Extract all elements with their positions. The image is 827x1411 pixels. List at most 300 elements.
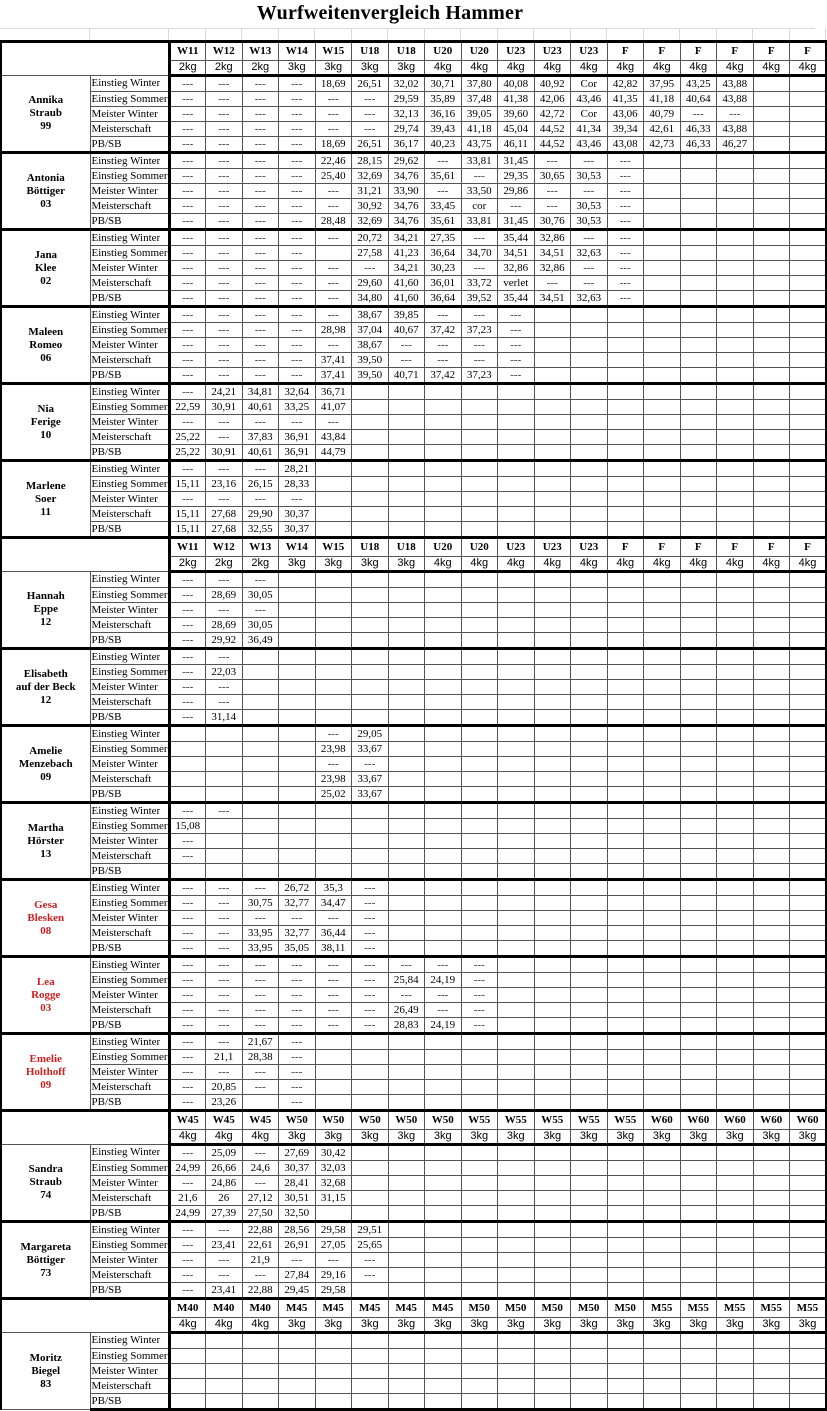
result-cell [571,307,608,323]
result-cell [534,1018,571,1034]
result-cell [388,1191,425,1206]
result-cell: --- [352,941,389,957]
result-cell [680,649,717,665]
result-cell: --- [279,368,316,384]
result-cell: 37,80 [461,76,498,92]
result-cell [717,1161,754,1176]
result-cell [753,122,790,137]
result-cell: --- [169,230,206,246]
result-cell: 23,98 [315,772,352,787]
result-cell [753,276,790,291]
result-cell [717,1050,754,1065]
result-cell [753,941,790,957]
result-cell [352,1191,389,1206]
result-cell: --- [279,957,316,973]
table-row [1,1095,826,1111]
result-cell [461,1161,498,1176]
athlete-name-cell [1,461,90,538]
result-cell [790,787,827,803]
competition-label: Einstieg Sommer [91,477,168,490]
result-cell: --- [169,603,206,618]
result-cell [753,819,790,834]
result-cell [680,477,717,492]
result-cell: --- [169,665,206,680]
result-cell [790,880,827,896]
result-cell [790,926,827,941]
result-cell: --- [279,307,316,323]
result-cell [498,834,535,849]
result-cell [790,153,827,169]
result-cell [498,803,535,819]
result-cell: 41,07 [315,400,352,415]
result-cell: --- [206,276,243,291]
result-cell [315,1349,352,1364]
weight-header: 4kg [206,1318,243,1333]
result-cell [352,618,389,633]
result-cell: 34,47 [315,896,352,911]
weight-header: 3kg [315,1318,352,1333]
result-cell: --- [242,276,279,291]
result-cell [571,1238,608,1253]
result-cell [352,603,389,618]
weight-header: 3kg [644,1130,681,1145]
competition-label: Einstieg Sommer [91,973,168,986]
result-cell [461,415,498,430]
weight-header: 4kg [607,61,644,76]
result-cell [680,633,717,649]
competition-label: Meisterschaft [90,1379,169,1394]
result-cell: --- [242,122,279,137]
result-cell [644,230,681,246]
result-cell: --- [206,1253,243,1268]
result-cell: 28,41 [279,1176,316,1191]
result-cell: --- [352,957,389,973]
result-cell [352,864,389,880]
competition-label: Meisterschaft [90,849,169,864]
result-cell [680,400,717,415]
result-cell [169,1364,206,1379]
result-cell: --- [206,1018,243,1034]
result-cell: 36,71 [315,384,352,400]
result-cell [644,1379,681,1394]
result-cell [644,911,681,926]
result-cell [790,864,827,880]
result-cell [717,603,754,618]
result-cell: --- [169,834,206,849]
result-cell [790,1333,827,1349]
result-cell [206,819,243,834]
result-cell: 43,25 [680,76,717,92]
result-cell [534,1206,571,1222]
result-cell [571,957,608,973]
result-cell [753,1145,790,1161]
result-cell [498,1176,535,1191]
result-cell: 32,77 [279,896,316,911]
result-cell [790,1080,827,1095]
competition-label: Einstieg Sommer [91,819,168,832]
result-cell [498,603,535,618]
result-cell [571,1379,608,1394]
result-cell: --- [206,492,243,507]
result-cell: --- [169,307,206,323]
weight-header: 2kg [242,557,279,572]
weight-header: 4kg [644,61,681,76]
weight-header: 3kg [607,1318,644,1333]
result-cell [498,1065,535,1080]
competition-label: PB/SB [90,522,169,538]
result-cell: 30,53 [571,169,608,184]
competition-label: Meister Winter [90,834,169,849]
competition-label: Einstieg Sommer [91,246,168,259]
table-row [1,665,826,680]
result-cell [315,507,352,522]
result-cell [680,880,717,896]
competition-label: Einstieg Winter [90,957,169,973]
result-cell [315,477,352,492]
result-cell: 37,42 [425,368,462,384]
result-cell [717,430,754,445]
result-cell [388,1379,425,1394]
result-cell [534,957,571,973]
table-row [1,461,826,477]
athlete-last-name: Straub [29,1176,62,1188]
result-cell [534,1050,571,1065]
result-cell: --- [534,153,571,169]
result-cell: 31,15 [315,1191,352,1206]
result-cell [753,507,790,522]
result-cell: 23,26 [206,1095,243,1111]
result-cell: --- [206,246,243,261]
result-cell [498,710,535,726]
result-cell: --- [169,1050,206,1065]
result-cell: 37,48 [461,92,498,107]
table-row [1,926,826,941]
age-class-header: F [717,538,754,557]
result-cell [607,834,644,849]
result-cell [534,849,571,864]
result-cell: 39,34 [607,122,644,137]
result-cell [242,787,279,803]
result-cell: --- [169,368,206,384]
result-cell [461,384,498,400]
age-class-header: F [753,538,790,557]
result-cell: --- [206,1034,243,1050]
age-class-header: M50 [498,1299,535,1318]
competition-label: Meisterschaft [90,926,169,941]
result-cell: 18,69 [315,137,352,153]
result-cell: 28,33 [279,477,316,492]
result-cell: 34,80 [352,291,389,307]
table-row [1,415,826,430]
result-cell: --- [242,230,279,246]
result-cell [607,880,644,896]
result-cell [461,1364,498,1379]
result-cell [644,1333,681,1349]
age-class-header: W12 [206,538,243,557]
result-cell [352,680,389,695]
result-cell: 37,23 [461,323,498,338]
result-cell [498,1268,535,1283]
athlete-name-cell [1,307,90,384]
result-cell: 35,61 [425,214,462,230]
result-cell [498,880,535,896]
result-cell: 35,05 [279,941,316,957]
age-class-header: M50 [534,1299,571,1318]
result-cell: --- [206,695,243,710]
result-cell [534,819,571,834]
result-cell [352,649,389,665]
result-cell [753,1161,790,1176]
result-cell [534,572,571,588]
competition-label: Einstieg Sommer [91,1238,168,1251]
result-cell [388,726,425,742]
result-cell [388,819,425,834]
result-cell: 33,81 [461,214,498,230]
result-cell: --- [169,384,206,400]
result-cell: --- [498,307,535,323]
result-cell [388,849,425,864]
result-cell [388,1364,425,1379]
result-cell [790,1145,827,1161]
competition-label: Meister Winter [90,911,169,926]
result-cell [169,772,206,787]
result-cell: --- [206,649,243,665]
result-cell [571,522,608,538]
result-cell [680,246,717,261]
result-cell [534,603,571,618]
result-cell [644,803,681,819]
result-cell [717,477,754,492]
result-cell [279,757,316,772]
result-cell [498,1394,535,1410]
result-cell [315,522,352,538]
result-cell [717,230,754,246]
result-cell: 46,33 [680,122,717,137]
result-cell: --- [242,988,279,1003]
table-row [1,1394,826,1410]
competition-label: Meister Winter [90,757,169,772]
result-cell [680,214,717,230]
result-cell [206,1364,243,1379]
result-cell [498,695,535,710]
result-cell [534,507,571,522]
result-cell: 43,46 [571,137,608,153]
result-cell [753,461,790,477]
result-cell: 29,58 [315,1222,352,1238]
result-cell: --- [206,957,243,973]
result-cell [717,819,754,834]
result-cell: --- [169,695,206,710]
result-cell: --- [169,492,206,507]
result-cell [790,1268,827,1283]
result-cell [388,1253,425,1268]
table-row [1,680,826,695]
result-cell: 30,37 [279,1161,316,1176]
result-cell [753,680,790,695]
result-cell [352,588,389,603]
result-cell: 20,85 [206,1080,243,1095]
age-class-header: W60 [717,1111,754,1130]
result-cell [388,1333,425,1349]
result-cell [680,1394,717,1410]
result-cell: --- [242,572,279,588]
result-cell [461,1379,498,1394]
result-cell [644,849,681,864]
result-cell [790,649,827,665]
result-cell: --- [607,153,644,169]
age-class-header: W50 [315,1111,352,1130]
result-cell: --- [169,338,206,353]
result-cell [717,522,754,538]
competition-label: Einstieg Winter [90,572,169,588]
result-cell [534,757,571,772]
result-cell [534,695,571,710]
weight-header: 4kg [425,61,462,76]
result-cell [279,1349,316,1364]
result-cell [717,1191,754,1206]
age-class-header: U23 [498,42,535,61]
result-cell [425,400,462,415]
result-cell [717,726,754,742]
result-cell: --- [206,680,243,695]
age-class-header: F [680,538,717,557]
result-cell [242,819,279,834]
age-class-header: W60 [753,1111,790,1130]
age-class-header: W14 [279,42,316,61]
result-cell [717,757,754,772]
result-cell: 25,22 [169,445,206,461]
table-row [1,618,826,633]
result-cell [279,680,316,695]
result-cell: 29,90 [242,507,279,522]
competition-label: PB/SB [90,368,169,384]
result-cell [425,1191,462,1206]
result-cell [498,1283,535,1299]
table-row [1,522,826,538]
result-cell [717,338,754,353]
result-cell [790,680,827,695]
result-cell: --- [169,353,206,368]
result-cell [644,710,681,726]
competition-label: Einstieg Sommer [91,1161,168,1174]
result-cell [425,1268,462,1283]
result-cell [680,911,717,926]
result-cell [753,1333,790,1349]
result-cell [717,926,754,941]
result-cell: 32,55 [242,522,279,538]
result-cell [498,849,535,864]
result-cell: 30,05 [242,618,279,633]
athlete-first-name: Antonia [26,171,65,184]
result-cell: --- [242,246,279,261]
result-cell [352,803,389,819]
result-cell [644,864,681,880]
result-cell [461,1095,498,1111]
result-cell: --- [169,588,206,603]
table-row [1,92,826,107]
result-cell [315,1065,352,1080]
weight-header: 3kg [352,1318,389,1333]
weight-header: 4kg [717,557,754,572]
result-cell [461,1034,498,1050]
result-cell: --- [279,1253,316,1268]
result-cell: 30,76 [534,214,571,230]
result-cell [352,477,389,492]
result-cell [644,522,681,538]
result-cell [388,834,425,849]
result-cell: --- [498,323,535,338]
competition-label: PB/SB [90,445,169,461]
result-cell: --- [206,92,243,107]
age-class-header: W50 [388,1111,425,1130]
result-cell [169,1394,206,1410]
result-cell [644,445,681,461]
result-cell [607,864,644,880]
result-cell [388,757,425,772]
result-cell: 40,67 [388,323,425,338]
competition-label: Meisterschaft [90,1080,169,1095]
result-cell [425,1379,462,1394]
result-cell [425,1065,462,1080]
result-cell [680,1191,717,1206]
result-cell [425,461,462,477]
table-row [1,1145,826,1161]
result-cell [607,368,644,384]
result-cell: 15,11 [169,477,206,492]
result-cell: --- [498,368,535,384]
result-cell: --- [425,184,462,199]
result-cell: --- [607,184,644,199]
age-class-header: M40 [206,1299,243,1318]
result-cell: 42,61 [644,122,681,137]
result-cell [790,834,827,849]
result-cell [790,246,827,261]
result-cell [644,1161,681,1176]
table-row [1,1034,826,1050]
weight-header: 2kg [169,61,206,76]
result-cell [534,803,571,819]
result-cell: --- [169,1283,206,1299]
result-cell: 26,49 [388,1003,425,1018]
weight-header: 3kg [461,1130,498,1145]
result-cell: 32,86 [498,261,535,276]
age-class-header: U18 [388,538,425,557]
result-cell [607,1095,644,1111]
result-cell: --- [169,941,206,957]
result-cell: --- [206,307,243,323]
result-cell [425,896,462,911]
result-cell [571,911,608,926]
result-cell [753,834,790,849]
result-cell [717,1394,754,1410]
result-cell [352,1176,389,1191]
table-row [1,276,826,291]
result-cell [352,1333,389,1349]
result-cell: --- [169,896,206,911]
competition-label: PB/SB [90,1095,169,1111]
result-cell [425,618,462,633]
result-cell: 24,21 [206,384,243,400]
result-cell [498,1206,535,1222]
athlete-last-name: Böttiger [26,184,65,197]
result-cell [607,849,644,864]
result-cell [279,849,316,864]
weight-header: 3kg [279,61,316,76]
result-cell [790,323,827,338]
result-cell [680,1379,717,1394]
athlete-birth-year: 13 [40,847,52,860]
table-row [1,1283,826,1299]
